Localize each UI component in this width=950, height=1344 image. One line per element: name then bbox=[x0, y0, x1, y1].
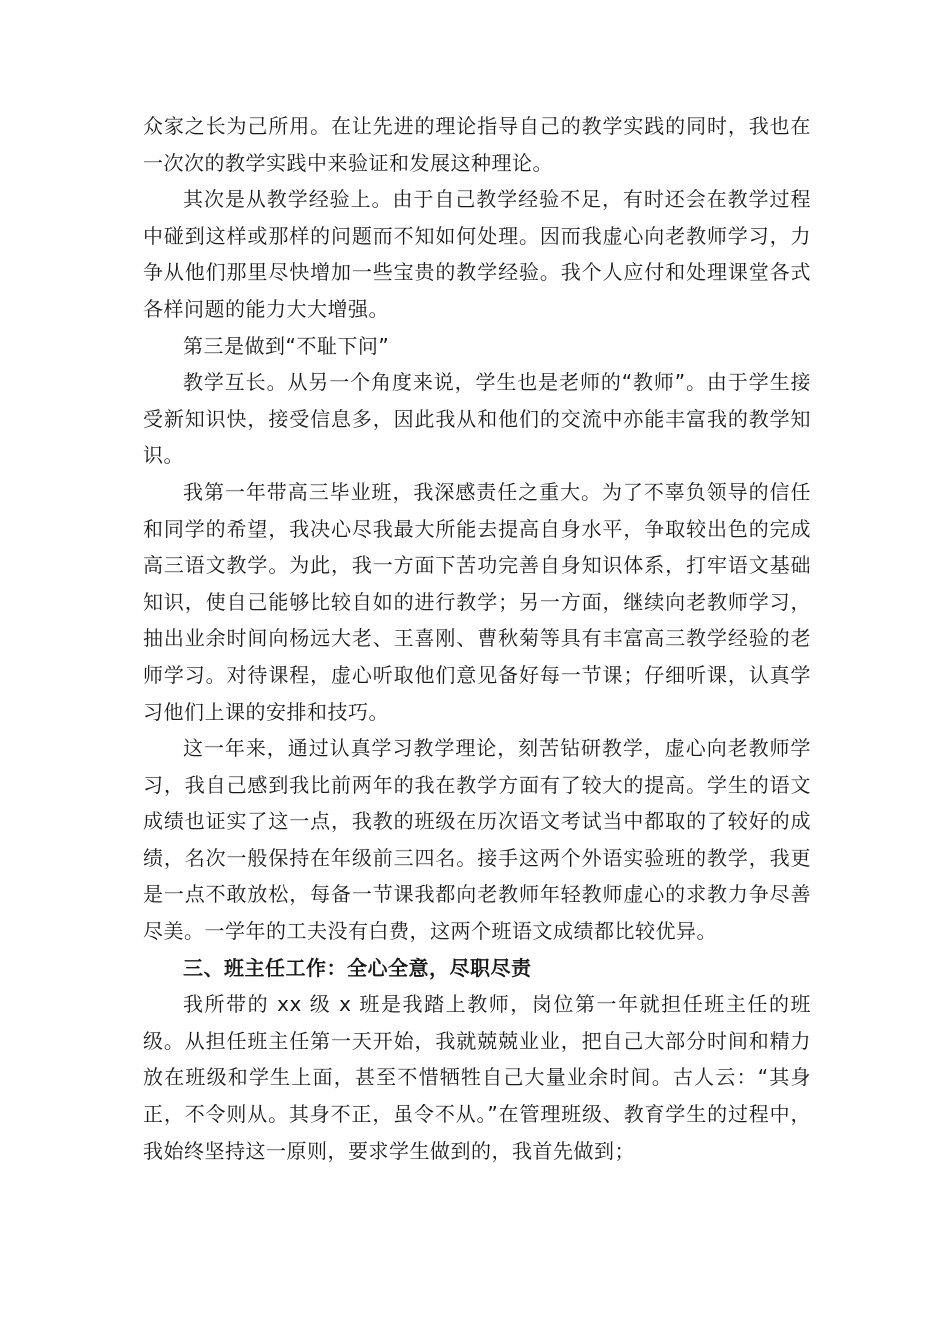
paragraph-teaching-experience: 其次是从教学经验上。由于自己教学经验不足，有时还会在教学过程中碰到这样或那样的问题而不知如何处理。因而我虚心向老教师学习，力争从他们那里尽快增加一些宝贵的教学经验。我个人应付和处理课堂各式各样问题的能力大大增强。 bbox=[143, 187, 811, 321]
document-body bbox=[143, 108, 811, 1169]
paragraph-class-teacher: 我所带的 xx 级 x 班是我踏上教师，岗位第一年就担任班主任的班级。从担任班主任第一天开始，我就兢兢业业，把自己大部分时间和精力放在班级和学生上面，甚至不惜牺牲自己大量业余时间。古人云：“其身正，不令则从。其身不正，虽令不从。”在管理班级、教育学生的过程中，我始终坚持这一原则，要求学生做到的，我首先做到； bbox=[143, 992, 811, 1163]
paragraph-continued: 众家之长为己所用。在让先进的理论指导自己的教学实践的同时，我也在一次次的教学实践中来验证和发展这种理论。 bbox=[143, 114, 811, 175]
paragraph-mutual-growth: 教学互长。从另一个角度来说，学生也是老师的“教师”。由于学生接受新知识快，接受信息多，因此我从和他们的交流中亦能丰富我的教学知识。 bbox=[143, 370, 811, 468]
section-heading: 三、班主任工作：全心全意，尽职尽责 bbox=[183, 955, 532, 980]
paragraph-senior-class: 我第一年带高三毕业班，我深感责任之重大。为了不辜负领导的信任和同学的希望，我决心尽我最大所能去提高自身水平，争取较出色的完成高三语文教学。为此，我一方面下苦功完善自身知识体系，打牢语文基础知识，使自己能够比较自如的进行教学；另一方面，继续向老教师学习，抽出业余时间向杨远大老、王喜刚、曹秋菊等具有丰富高三教学经验的老师学习。对待课程，虚心听取他们意见备好每一节课；仔细听课，认真学习他们上课的安排和技巧。 bbox=[143, 479, 811, 724]
paragraph-third-point: 第三是做到“不耻下问” bbox=[183, 333, 390, 358]
paragraph-year-summary: 这一年来，通过认真学习教学理论，刻苦钻研教学，虚心向老教师学习，我自己感到我比前两年的我在教学方面有了较大的提高。学生的语文成绩也证实了这一点，我教的班级在历次语文考试当中都取的了较好的成绩，名次一般保持在年级前三四名。接手这两个外语实验班的教学，我更是一点不敢放松，每备一节课我都向老教师年轻教师虚心的求教力争尽善尽美。一学年的工夫没有白费，这两个班语文成绩都比较优异。 bbox=[143, 736, 811, 944]
